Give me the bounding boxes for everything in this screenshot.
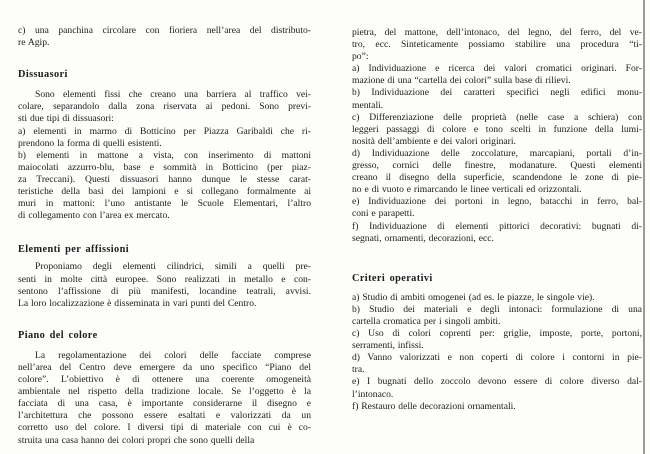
text-line: facciata di una casa, è importante considerarne il disegno e (18, 398, 311, 410)
text-line: cartella cromatica per i singoli ambiti. (352, 315, 501, 327)
text-line: Sono elementi fissi che creano una barriera al traffico vei- (35, 89, 311, 101)
text-line: leggeri passaggi di colore e tono scelti in funzione della lumi- (352, 123, 642, 135)
text-line: b) Individuazione dei caratteri specifici negli edifici monu- (352, 87, 642, 99)
text-line: struita una casa hanno dei colori propri che sono quelli della (18, 434, 255, 446)
list-item-a-dissuasori (18, 126, 311, 150)
text-line: a) Studio di ambiti omogenei (ad es. le piazze, le singole vie). (352, 291, 595, 303)
text-line: muri in mattoni: l’uno antistante le Scuole Elementari, l’altro (18, 198, 311, 210)
text-line: tro, ecc. Sinteticamente possiamo stabilire una procedura “ti- (352, 39, 642, 51)
paragraph-piano-del-colore (18, 350, 311, 447)
text-line: colore”. L’obiettivo è di ottenere una coerente omogeneità (18, 374, 311, 386)
text-line: e) I bugnati dello zoccolo devono essere di colore diverso dal- (352, 376, 642, 388)
text-line: f) Restauro delle decorazioni ornamentali. (352, 400, 516, 412)
list-item-c-procedura (352, 112, 642, 148)
text-line: d) Individuazione delle zoccolature, marcapiani, portali d’in- (352, 147, 642, 159)
section-heading-piano-del-colore: Piano del colore (18, 329, 98, 341)
text-line: re Agip. (18, 37, 50, 49)
text-line: corretto uso del colore. I diversi tipi di materiale con cui è co- (18, 422, 311, 434)
text-line: nell’area del Centro deve emergere da uno specifico “Piano del (18, 361, 311, 373)
text-line: l’architettura che possono essere esaltati e valorizzati da un (18, 410, 311, 422)
text-line: d) Vanno valorizzati e non coperti di colore i contorni in pie- (352, 352, 642, 364)
text-line: a) Individuazione e ricerca dei valori cromatici originari. For- (352, 63, 642, 75)
text-line: a) elementi in marmo di Botticino per Piazza Garibaldi che ri- (18, 125, 311, 137)
text-line: La regolamentazione dei colori delle facciate comprese (35, 349, 311, 361)
text-line: b) elementi in mattone a vista, con inserimento di mattoni (18, 149, 311, 161)
text-line: colare, separandolo dalla zona riservata ai pedoni. Sono previ- (18, 101, 311, 113)
text-line: no e di vuoto e rimarcando le linee verticali ed orizzontali. (352, 184, 582, 196)
paragraph-item-c-panchina (18, 25, 311, 49)
text-line: c) Uso di colori coprenti per: griglie, imposte, porte, portoni, (352, 328, 642, 340)
text-line: mentali. (352, 99, 384, 111)
text-line: prendono la forma di quelli esistenti. (18, 137, 162, 149)
list-item-b-criteri (352, 304, 642, 328)
list-item-e-criteri (352, 376, 642, 400)
page-edge-line (643, 0, 645, 454)
list-item-d-procedura (352, 148, 642, 196)
text-line: nosità dell’ambiente e dei valori originari. (352, 135, 516, 147)
text-line: sti due tipi di dissuasori: (18, 113, 114, 125)
text-line: sentono l’affissione di più manifesti, locandine teatrali, avvisi. (18, 285, 311, 297)
text-line: za Treccani). Questi dissuasori hanno dunque le stesse carat- (18, 173, 311, 185)
section-heading-elementi-affissioni: Elementi per affissioni (18, 244, 129, 256)
list-item-a-criteri (352, 292, 642, 304)
paragraph-affissioni (18, 261, 311, 309)
text-line: mazione di una “cartella dei colori” sulla base di rilievi. (352, 75, 571, 87)
paragraph-continuation-materiali (352, 27, 642, 63)
text-line: e) Individuazione dei portoni in legno, batacchi in ferro, bal- (352, 196, 642, 208)
text-line: l’intonaco. (352, 388, 394, 400)
text-line: tra. (352, 364, 365, 376)
list-item-c-criteri (352, 328, 642, 352)
paragraph-dissuasori-intro (18, 89, 311, 125)
text-line: creano il disegno della superficie, scandendone le zone di pie- (352, 172, 642, 184)
list-item-f-criteri (352, 401, 642, 413)
list-item-f-procedura (352, 221, 642, 245)
text-line: pietra, del mattone, dell’intonaco, del legno, del ferro, del ve- (352, 27, 642, 38)
section-heading-dissuasori: Dissuasori (18, 69, 68, 81)
list-item-b-procedura (352, 87, 642, 111)
text-line: segnati, ornamenti, decorazioni, ecc. (352, 232, 494, 244)
list-item-a-procedura (352, 63, 642, 87)
text-line: maiocolati azzurro-blu, base e sommità in Botticino (per piaz- (18, 161, 311, 173)
text-line: La loro localizzazione è disseminata in vari punti del Centro. (18, 297, 257, 309)
text-line: po”: (352, 51, 369, 63)
text-line: senti in molte città europee. Sono realizzati in metallo e con- (18, 273, 311, 285)
text-line: b) Studio dei materiali e degli intonaci: formulazione di una (352, 303, 642, 315)
section-heading-criteri-operativi: Criteri operativi (352, 272, 433, 284)
text-line: gresso, cornici delle finestre, modanature. Questi elementi (352, 160, 642, 172)
right-column (352, 27, 642, 413)
list-item-d-criteri (352, 352, 642, 376)
text-line: f) Individuazione di elementi pittorici decorativi: bugnati di- (352, 220, 642, 232)
left-column (18, 25, 311, 447)
text-line: coni e parapetti. (352, 208, 415, 220)
text-line: Proponiamo degli elementi cilindrici, simili a quelli pre- (35, 261, 311, 273)
text-line: c) Differenziazione delle proprietà (nelle case a schiera) con (352, 111, 642, 123)
text-line: teristiche della basi dei lampioni e si collegano formalmente ai (18, 186, 311, 198)
text-line: c) una panchina circolare con fioriera nell’area del distributo- (18, 25, 311, 36)
text-line: ambientale nel rispetto della tradizione locale. Se l’oggetto è la (18, 386, 311, 398)
list-item-b-dissuasori (18, 150, 311, 223)
text-line: di collegamento con l’area ex mercato. (18, 210, 170, 222)
list-item-e-procedura (352, 196, 642, 220)
text-line: serramenti, infissi. (352, 340, 424, 352)
